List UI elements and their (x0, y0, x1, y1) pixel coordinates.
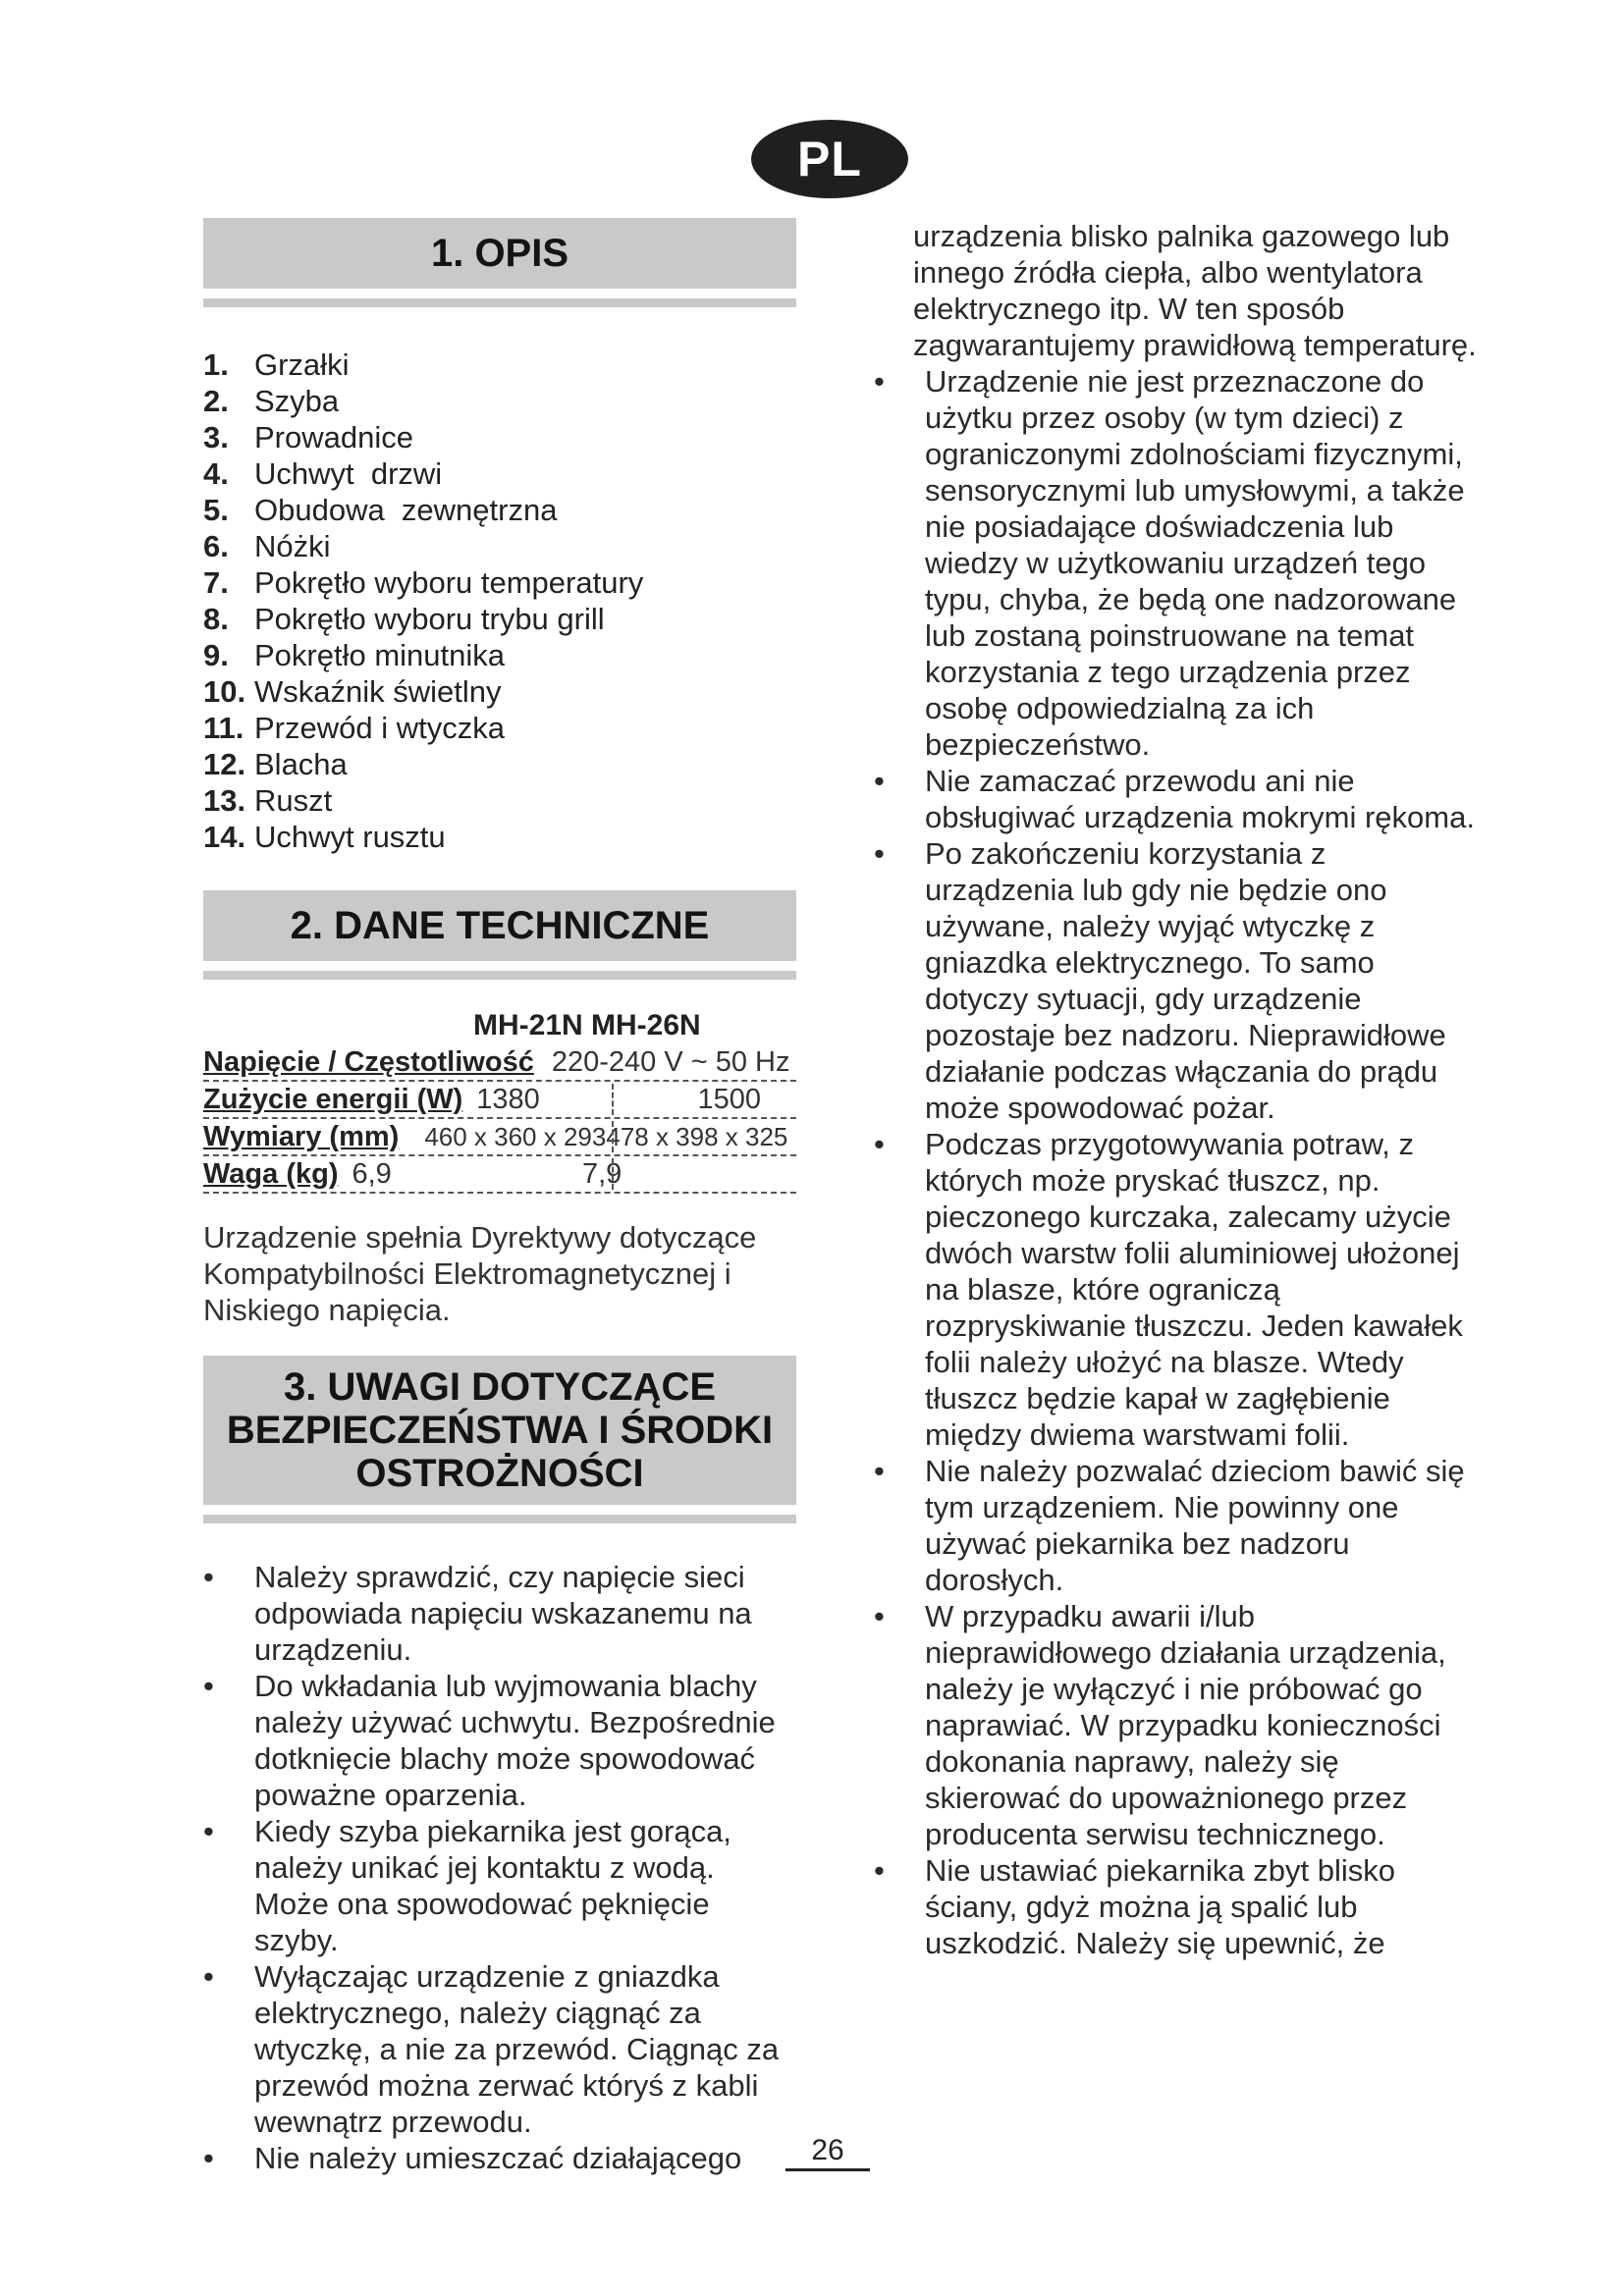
tech-spec-table (203, 1007, 796, 1194)
safety-list-left (203, 1559, 796, 2176)
model-header: MH-21N MH-26N (473, 1009, 701, 1041)
safety-list-right (874, 363, 1483, 1961)
list-item: • Wyłączając urządzenie z gniazdka elektrycznego, należy ciągnąć za wtyczkę, a nie za przewód. Ciągnąc za przewód można zerwać któryś z kabli wewnątrz przewodu. (203, 1958, 796, 2140)
list-item: 11. Przewód i wtyczka (203, 711, 505, 745)
list-item: • Nie należy pozwalać dzieciom bawić się tym urządzeniem. Nie powinny one używać piekarnika bez nadzoru dorosłych. (874, 1453, 1483, 1598)
list-item: • Do wkładania lub wyjmowania blachy należy używać uchwytu. Bezpośrednie dotknięcie blachy może spowodować poważne oparzenia. (203, 1668, 796, 1813)
section-3-divider (203, 1515, 796, 1523)
list-item: 4. Uchwyt drzwi (203, 456, 443, 491)
list-item: • Nie należy umieszczać działającego (203, 2140, 796, 2176)
section-1-divider (203, 298, 796, 307)
list-item: 10. Wskaźnik świetlny (203, 674, 502, 709)
section-2-heading: 2. DANE TECHNICZNE (203, 890, 796, 961)
list-item: 9. Pokrętło minutnika (203, 638, 506, 672)
page-number: 26 (785, 2133, 870, 2171)
list-item: • Nie ustawiać piekarnika zbyt blisko ściany, gdyż można ją spalić lub uszkodzić. Należy się upewnić, że (874, 1852, 1483, 1961)
list-item: 8. Pokrętło wyboru trybu grill (203, 602, 605, 636)
table-row: Waga (kg) 6,9 7,9 (203, 1156, 796, 1194)
list-item: • W przypadku awarii i/lub nieprawidłowego działania urządzenia, należy je wyłączyć i nie próbować go naprawiać. W przypadku konieczności dokonania naprawy, należy się skierować do upoważnionego przez producenta serwisu technicznego. (874, 1598, 1483, 1852)
list-item: • Po zakończeniu korzystania z urządzenia lub gdy nie będzie ono używane, należy wyjąć wtyczkę z gniazdka elektrycznego. To samo dotyczy sytuacji, gdy urządzenie pozostaje bez nadzoru. Nieprawidłowe działanie podczas włączania do prądu może spowodować pożar. (874, 835, 1483, 1126)
list-item: 3. Prowadnice (203, 420, 413, 454)
section-2-divider (203, 971, 796, 980)
right-column (874, 218, 1483, 1961)
list-item: • Kiedy szyba piekarnika jest gorąca, należy unikać jej kontaktu z wodą. Może ona spowodować pęknięcie szyby. (203, 1813, 796, 1958)
list-item: • Urządzenie nie jest przeznaczone do użytku przez osoby (w tym dzieci) z ograniczonymi zdolnościami fizycznymi, sensorycznymi lub umysłowymi, a także nie posiadające doświadczenia lub wiedzy w użytkowaniu urządzeń tego typu, chyba, że będą one nadzorowane lub zostaną poinstruowane na temat korzystania z tego urządzenia przez osobę odpowiedzialną za ich bezpieczeństwo. (874, 363, 1483, 763)
list-item: 2. Szyba (203, 384, 340, 418)
section-1-heading: 1. OPIS (203, 218, 796, 289)
list-item: 7. Pokrętło wyboru temperatury (203, 565, 644, 600)
list-item: 1. Grzałki (203, 347, 350, 382)
continued-paragraph: urządzenia blisko palnika gazowego lub innego źródła ciepła, albo wentylatora elektrycznego itp. W ten sposób zagwarantujemy prawidłową temperaturę. (913, 219, 1477, 362)
list-item: • Podczas przygotowywania potraw, z których może pryskać tłuszcz, np. pieczonego kurczaka, zalecamy użycie dwóch warstw folii aluminiowej ułożonej na blasze, które ograniczą rozpryskiwanie tłuszczu. Jeden kawałek folii należy ułożyć na blasze. Wtedy tłuszcz będzie kapał w zagłębienie między dwiema warstwami folii. (874, 1126, 1483, 1453)
list-item: • Nie zamaczać przewodu ani nie obsługiwać urządzenia mokrymi rękoma. (874, 763, 1483, 835)
table-row: Zużycie energii (W) 1380 1500 (203, 1082, 796, 1119)
list-item: 6. Nóżki (203, 529, 331, 563)
table-row: Napięcie / Częstotliwość 220-240 V ~ 50 Hz (203, 1044, 796, 1082)
list-item: 5. Obudowa zewnętrzna (203, 493, 558, 527)
section-3-heading: 3. UWAGI DOTYCZĄCE BEZPIECZEŃSTWA I ŚRODKI OSTROŻNOŚCI (203, 1356, 796, 1505)
list-item: • Należy sprawdzić, czy napięcie sieci odpowiada napięciu wskazanemu na urządzeniu. (203, 1559, 796, 1668)
compliance-note: Urządzenie spełnia Dyrektywy dotyczące Kompatybilności Elektromagnetycznej i Niskiego napięcia. (203, 1220, 757, 1327)
list-item: 14. Uchwyt rusztu (203, 820, 446, 854)
parts-list (203, 347, 796, 855)
language-badge: PL (751, 120, 908, 198)
table-row: Wymiary (mm) 460 x 360 x 293 478 x 398 x 325 (203, 1119, 796, 1156)
list-item: 12. Blacha (203, 747, 348, 781)
left-column (203, 218, 796, 2176)
list-item: 13. Ruszt (203, 783, 333, 818)
